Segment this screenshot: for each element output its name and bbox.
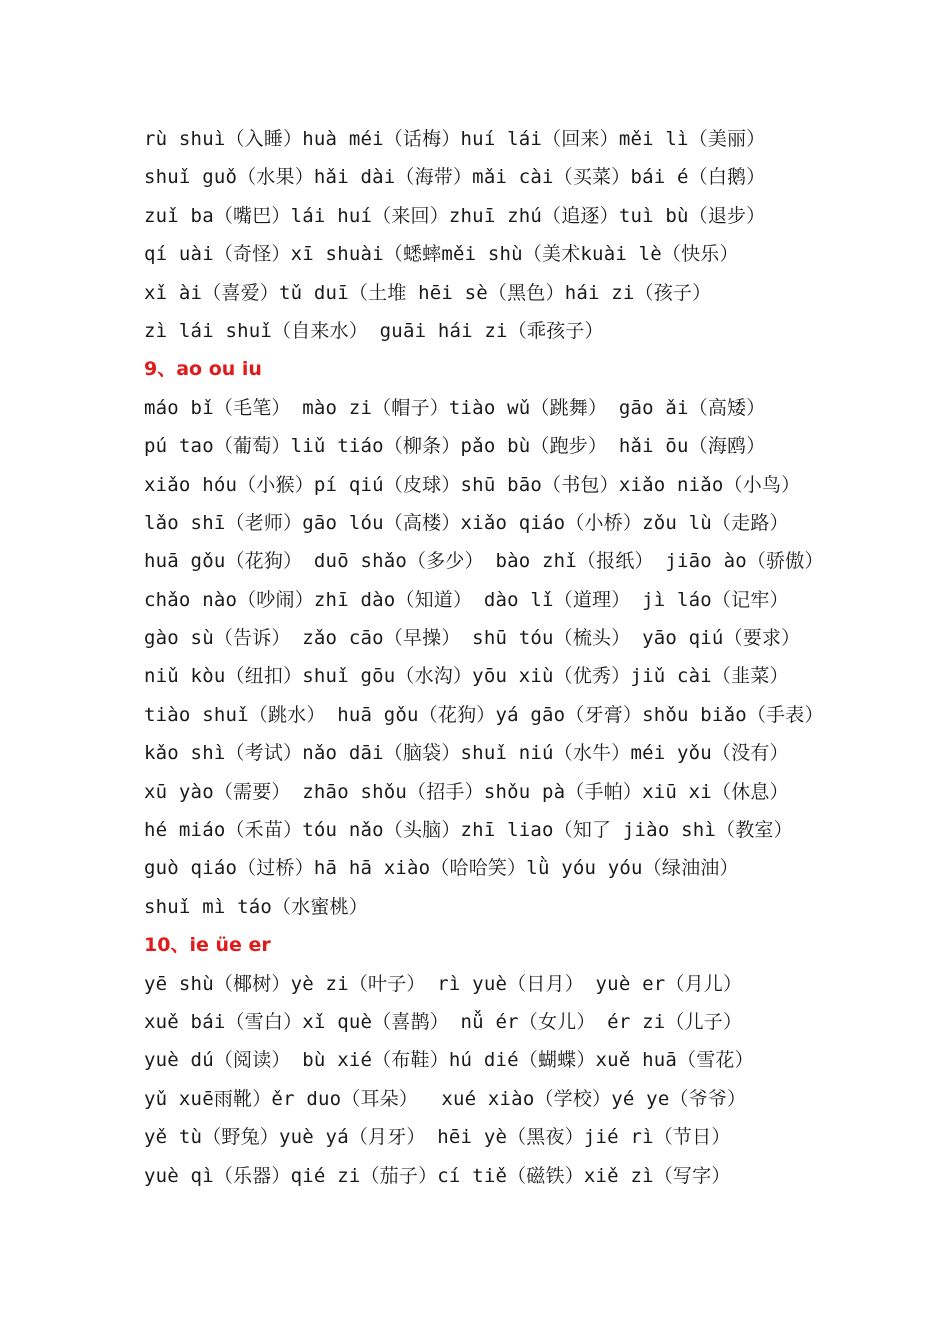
word-line: qí uài（奇怪）xī shuài（蟋蟀měi shù（美术kuài lè（快乐） xyxy=(144,243,739,266)
word-line: yuè qì（乐器）qié zi（茄子）cí tiě（磁铁）xiě zì（写字） xyxy=(144,1164,731,1187)
word-line: niǔ kòu（纽扣）shuǐ gōu（水沟）yōu xiù（优秀）jiǔ cài（韭菜） xyxy=(144,665,789,688)
section-heading: 9、ao ou iu xyxy=(144,358,262,381)
word-line: xiǎo hóu（小猴）pí qiú（皮球）shū bāo（书包）xiǎo niǎo（小鸟） xyxy=(144,473,801,496)
word-line: kǎo shì（考试）nǎo dāi（脑袋）shuǐ niú（水牛）méi yǒu（没有） xyxy=(144,742,789,765)
word-line: pú tao（葡萄）liǔ tiáo（柳条）pǎo bù（跑步） hǎi ōu（海鸥） xyxy=(144,435,766,458)
word-line: lǎo shī（老师）gāo lóu（高楼）xiǎo qiáo（小桥）zǒu lù（走路） xyxy=(144,511,789,534)
word-line: shuǐ mì táo（水蜜桃） xyxy=(144,895,369,918)
word-line: huā gǒu（花狗） duō shǎo（多少） bào zhǐ（报纸） jiāo ào（骄傲） xyxy=(144,550,824,573)
word-line: zuǐ ba（嘴巴）lái huí（来回）zhuī zhú（追逐）tuì bù（退步） xyxy=(144,204,766,227)
word-line: xū yào（需要） zhāo shǒu（招手）shǒu pà（手帕）xiū xi（休息） xyxy=(144,780,789,803)
word-line: rù shuì（入睡）huà méi（话梅）huí lái（回来）měi lì（美丽） xyxy=(144,128,766,150)
word-line: guò qiáo（过桥）hā hā xiào（哈哈笑）lǜ yóu yóu（绿油油） xyxy=(144,857,739,880)
word-line: yuè dú（阅读） bù xié（布鞋）hú dié（蝴蝶）xuě huā（雪花） xyxy=(144,1049,754,1072)
word-line: hé miáo（禾苗）tóu nǎo（头脑）zhī liao（知了 jiào shì（教室） xyxy=(144,819,793,842)
word-line: yē shù（椰树）yè zi（叶子） rì yuè（日月） yuè er（月儿） xyxy=(144,972,743,995)
word-line: yǔ xuē雨靴）ěr duo（耳朵） xué xiào（学校）yé ye（爷爷） xyxy=(144,1087,747,1110)
section-heading: 10、ie üe er xyxy=(144,934,271,957)
pinyin-word-list xyxy=(144,120,864,1195)
word-line: máo bǐ（毛笔） mào zi（帽子）tiào wǔ（跳舞） gāo ǎi（高矮） xyxy=(144,396,766,419)
word-line: xǐ ài（喜爱）tǔ duī（土堆 hēi sè（黑色）hái zi（孩子） xyxy=(144,281,712,304)
word-line: gào sù（告诉） zǎo cāo（早操） shū tóu（梳头） yāo qiú（要求） xyxy=(144,627,801,650)
word-line: yě tù（野兔）yuè yá（月牙） hēi yè（黑夜）jié rì（节日） xyxy=(144,1126,731,1149)
word-line: chǎo nào（吵闹）zhī dào（知道） dào lǐ（道理） jì láo（记牢） xyxy=(144,588,789,611)
word-line: xuě bái（雪白）xǐ què（喜鹊） nǚ ér（女儿） ér zi（儿子） xyxy=(144,1010,743,1033)
word-line: zì lái shuǐ（自来水） guāi hái zi（乖孩子） xyxy=(144,319,604,342)
word-line: shuǐ guǒ（水果）hǎi dài（海带）mǎi cài（买菜）bái é（白鹅） xyxy=(144,166,766,189)
word-line: tiào shuǐ（跳水） huā gǒu（花狗）yá gāo（牙膏）shǒu biǎo（手表） xyxy=(144,703,824,726)
